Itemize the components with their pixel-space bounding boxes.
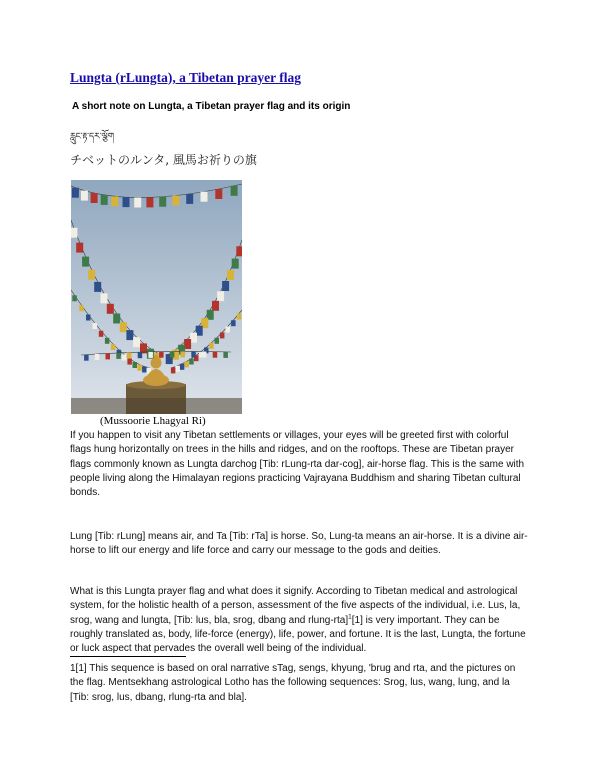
prayer-flag (84, 355, 89, 361)
prayer-flag-photo (71, 180, 242, 414)
document-subtitle: A short note on Lungta, a Tibetan prayer flag and its origin (72, 101, 351, 112)
prayer-flag (101, 293, 108, 303)
prayer-flag (116, 353, 121, 359)
prayer-flag (105, 338, 110, 344)
prayer-flag (209, 343, 214, 349)
prayer-flag (184, 339, 191, 349)
prayer-flag (126, 330, 133, 340)
prayer-flag (81, 191, 88, 201)
prayer-flag (133, 362, 138, 368)
prayer-flag (222, 281, 229, 291)
prayer-flag (201, 192, 208, 202)
prayer-flag (186, 194, 193, 204)
prayer-flag (99, 331, 104, 337)
paragraph-significance (70, 585, 532, 656)
prayer-flag (71, 228, 77, 238)
paragraph-significance-text-1: What is this Lungta prayer flag and what does it signify. According to Tibetan medical and astrological system, for the holistic health of a person, assessment of the five aspects of the individual, i.e. Lus, la, srog, wang and lungta, [Tib: lus, bla, srog, dbang and rlung-rta] (70, 586, 521, 626)
paragraph-meaning: Lung [Tib: rLung] means air, and Ta [Tib: rTa] is horse. So, Lung-ta means an air-horse. It is a divine air-horse to lift our energy and life force and carry our message to the gods and deities. (70, 531, 528, 557)
prayer-flag (106, 353, 111, 359)
prayer-flag (76, 243, 83, 253)
paragraph-intro: If you happen to visit any Tibetan settlements or villages, your eyes will be greeted first with colorful flags hung horizontally on trees in the hills and ridges, and on the rooftops. These are Tibetan prayer flags commonly known as Lungta darchog [Tib: rLung-rta dar-cog], air-horse flag. This is the same with people living along the Himalayan regions practicing Vajrayana Buddhism and sharing Tibetan cultural bonds. (70, 430, 525, 499)
prayer-flag (133, 337, 140, 347)
prayer-flag (231, 186, 238, 196)
prayer-flag (82, 257, 89, 267)
prayer-flag (232, 259, 239, 269)
prayer-flag (127, 353, 132, 359)
photo-caption: (Mussoorie Lhagyal Ri) (100, 415, 206, 427)
prayer-flag (180, 364, 185, 370)
prayer-flag (91, 193, 98, 203)
prayer-flag (86, 315, 91, 321)
prayer-flag (202, 352, 207, 358)
prayer-flag (72, 295, 77, 301)
prayer-flag (142, 367, 147, 373)
footnote (70, 662, 530, 705)
prayer-flag (122, 355, 127, 361)
prayer-flag (137, 365, 142, 371)
prayer-flag (93, 323, 98, 329)
footnote-text: This sequence is based on oral narrative sTag, sengs, khyung, 'brug and rta, and the pictures on the flag. Mentsekhang astrological Lotho has the following sequences: Srog, lus, wang, lung, and la [Tib: srog, lus, dbang, rlung-rta and bla]. (70, 663, 516, 703)
prayer-flag (217, 291, 224, 301)
prayer-flag (170, 352, 175, 358)
prayer-flag (159, 352, 164, 358)
prayer-flag (212, 301, 219, 311)
prayer-flag (226, 327, 231, 333)
prayer-flag (236, 246, 242, 256)
japanese-title: チベットのルンタ, 風馬お祈りの旗 (70, 153, 257, 167)
prayer-flag (231, 320, 236, 326)
prayer-flag (113, 314, 120, 324)
footnote-ref-link[interactable]: [1] (351, 614, 363, 626)
prayer-flag (107, 304, 114, 314)
prayer-flag (101, 195, 108, 205)
prayer-flag (120, 322, 127, 332)
prayer-flag (215, 338, 220, 344)
prayer-flag (94, 282, 101, 292)
prayer-flag (159, 197, 166, 207)
prayer-flag (175, 366, 180, 372)
prayer-flag (171, 367, 176, 373)
prayer-flag (215, 189, 222, 199)
prayer-flag (191, 351, 196, 357)
prayer-flag (72, 188, 79, 198)
prayer-flag (111, 196, 118, 206)
footnote-marker[interactable]: 1[1] (70, 663, 87, 674)
tibetan-title: རླུང་རྟ་དར་ལྕོག (70, 132, 115, 142)
prayer-flag (123, 197, 130, 207)
prayer-flag (134, 198, 141, 208)
prayer-flag (181, 351, 186, 357)
ground-shadow (71, 398, 242, 414)
prayer-flag (79, 305, 84, 311)
prayer-flag (111, 344, 116, 350)
prayer-flag (127, 359, 131, 365)
document-title-link[interactable]: Lungta (rLungta), a Tibetan prayer flag (70, 70, 302, 85)
prayer-flag (95, 354, 100, 360)
prayer-flag (172, 196, 179, 206)
prayer-flag (88, 270, 95, 280)
prayer-flag (148, 352, 153, 358)
prayer-flag (213, 352, 218, 358)
prayer-flag (223, 352, 228, 358)
prayer-flag (146, 197, 153, 207)
paragraph-significance-text-2: is very important. They can be roughly translated as, body, life-force (energy), life, power, and fortune. It is the last, Lungta, the fortune or luck aspect that pervades the overall well being of the individual. (70, 614, 526, 655)
prayer-flag (220, 332, 225, 338)
footnote-ref-superscript[interactable]: 1 (348, 613, 352, 621)
footnote-divider (70, 656, 186, 657)
prayer-flag (227, 270, 234, 280)
prayer-flag-illustration (71, 180, 242, 414)
prayer-flag (189, 359, 194, 365)
prayer-flag (138, 352, 143, 358)
prayer-flag (184, 361, 189, 367)
prayer-flag (237, 314, 242, 320)
